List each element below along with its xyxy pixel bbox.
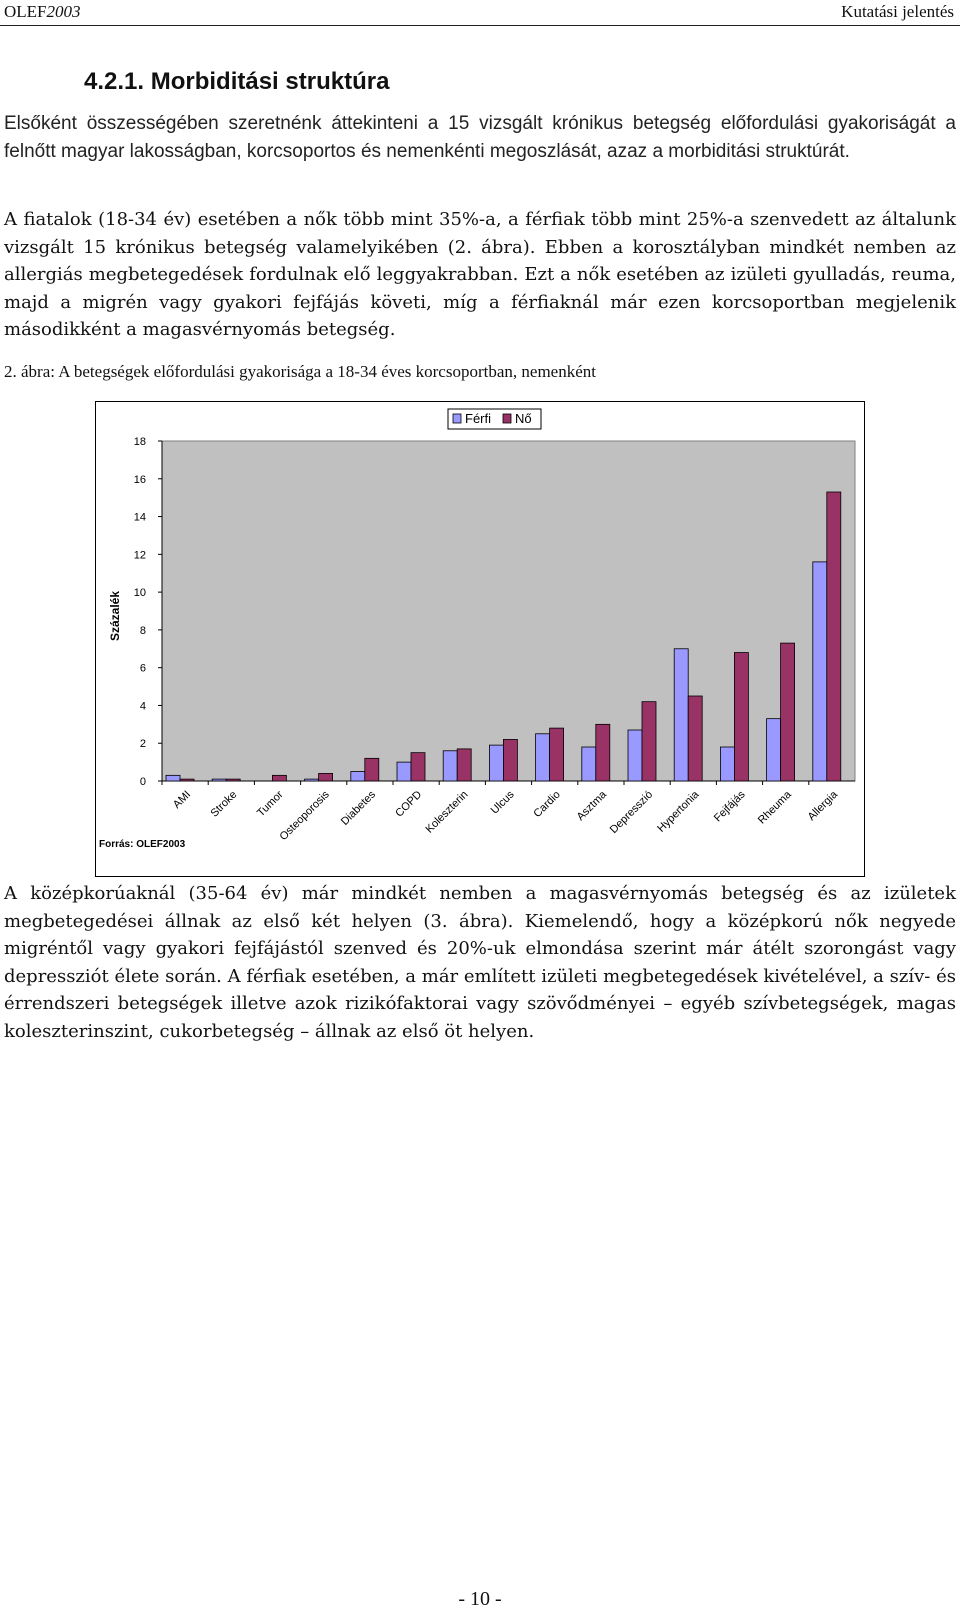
bar-ferfi (536, 734, 550, 781)
bar-no (365, 758, 379, 781)
paragraph-intro: Elsőként összességében szeretnénk áttekinteni a 15 vizsgált krónikus betegség előfordulási gyakoriságát a felnőtt magyar lakosságban, korcsoportos és nemenkénti megoszlását, azaz a morbiditási struktúrát. (4, 113, 956, 162)
x-tick-label: Koleszterin (423, 788, 471, 836)
header-right: Kutatási jelentés (841, 2, 954, 21)
bar-no (596, 724, 610, 781)
x-tick-label: Rheuma (755, 788, 794, 827)
chart-source-note: Forrás: OLEF2003 (99, 839, 186, 850)
y-tick-label: 18 (133, 436, 146, 448)
bar-ferfi (813, 562, 827, 781)
legend-swatch-ferfi (453, 414, 461, 423)
bar-ferfi (212, 779, 226, 781)
paragraph-young-adults: A fiatalok (18-34 év) esetében a nők több mint 35%-a, a férfiak több mint 25%-a szenvedett az általunk vizsgált 15 krónikus betegség valamelyikében (2. ábra). Ebben a korosztályban mindkét nemben az allergiás megbetegedések fordulnak elő leggyakrabban. Ezt a nők esetében az izületi gyulladás, reuma, majd a migrén vagy gyakori fejfájás követi, míg a férfiaknál már ezen korcsoportban megjelenik másodikként a magasvérnyomás betegség. (4, 209, 956, 340)
paragraph-middle-aged: A középkorúaknál (35-64 év) már mindkét nemben a magasvérnyomás betegség és az izületek megbetegedései állnak az első két helyen (3. ábra). Kiemelendő, hogy a középkorú nők negyede migréntől vagy gyakori fejfájástól szenved és 20%-uk elmondása szerint már átélt szorongást vagy depressziót élete során. A férfiak esetében, a már említett izületi megbetegedések kivételével, a szív- és érrendszeri betegségek illetve azok rizikófaktorai vagy szövődményei – egyéb szívbetegségek, magas koleszterinszint, cukorbetegség – állnak az első öt helyen. (4, 883, 956, 1042)
page-number: - 10 - (458, 1588, 502, 1610)
x-tick-label: AMI (170, 788, 194, 811)
x-tick-label: Cardio (531, 788, 563, 821)
y-tick-label: 16 (133, 473, 146, 486)
x-tick-label: Stroke (208, 788, 240, 820)
x-tick-label: Diabetes (338, 788, 379, 828)
header-left (4, 2, 81, 22)
bar-no (503, 739, 517, 781)
header-rule (0, 25, 960, 26)
bar-ferfi (166, 775, 180, 781)
bar-no (457, 749, 471, 781)
bar-no (550, 728, 564, 781)
legend-label-ferfi: Férfi (465, 411, 491, 426)
bar-ferfi (443, 751, 457, 781)
bar-no (642, 702, 656, 781)
x-tick-label: Tumor (254, 788, 286, 820)
bar-no (180, 779, 194, 781)
y-axis-title: Százalék (108, 590, 122, 642)
legend-label-no: Nő (515, 411, 532, 426)
bar-no (411, 753, 425, 781)
bar-ferfi (397, 762, 411, 781)
bar-no (226, 779, 240, 781)
bar-ferfi (351, 772, 365, 781)
x-tick-label: Osteoporosis (277, 788, 332, 843)
bar-no (734, 653, 748, 781)
bar-ferfi (489, 745, 503, 781)
y-tick-label: 2 (139, 738, 146, 751)
x-tick-label: Allergia (805, 788, 841, 824)
y-tick-label: 4 (139, 700, 146, 713)
bar-no (319, 773, 333, 781)
header-report-name: OLEF (4, 2, 47, 21)
x-tick-label: Asztma (574, 788, 610, 824)
bar-ferfi (720, 747, 734, 781)
bar-no (781, 643, 795, 781)
y-tick-label: 14 (133, 511, 146, 524)
x-tick-label: Depresszió (607, 788, 656, 837)
x-tick-label: Fejfájás (711, 788, 748, 825)
y-tick-label: 6 (139, 662, 146, 675)
figure-caption: 2. ábra: A betegségek előfordulási gyakorisága a 18-34 éves korcsoportban, nemenként (4, 362, 596, 381)
x-tick-label: Ulcus (488, 788, 517, 817)
y-tick-label: 0 (139, 776, 146, 788)
header-report-year: 2003 (46, 2, 81, 21)
bar-no (688, 696, 702, 781)
y-tick-label: 10 (133, 587, 146, 600)
y-tick-label: 8 (139, 624, 146, 637)
section-title: 4.2.1. Morbiditási struktúra (84, 68, 390, 95)
bar-ferfi (305, 779, 319, 781)
x-tick-label: COPD (393, 788, 425, 820)
bar-ferfi (628, 730, 642, 781)
y-tick-label: 12 (133, 549, 146, 562)
bar-ferfi (674, 649, 688, 781)
legend-swatch-no (503, 414, 511, 423)
bar-no (272, 775, 286, 781)
bar-chart (95, 401, 865, 877)
bar-no (827, 492, 841, 781)
x-tick-label: Hypertonia (655, 788, 702, 835)
plot-area (162, 441, 855, 781)
bar-ferfi (767, 719, 781, 781)
bar-ferfi (582, 747, 596, 781)
